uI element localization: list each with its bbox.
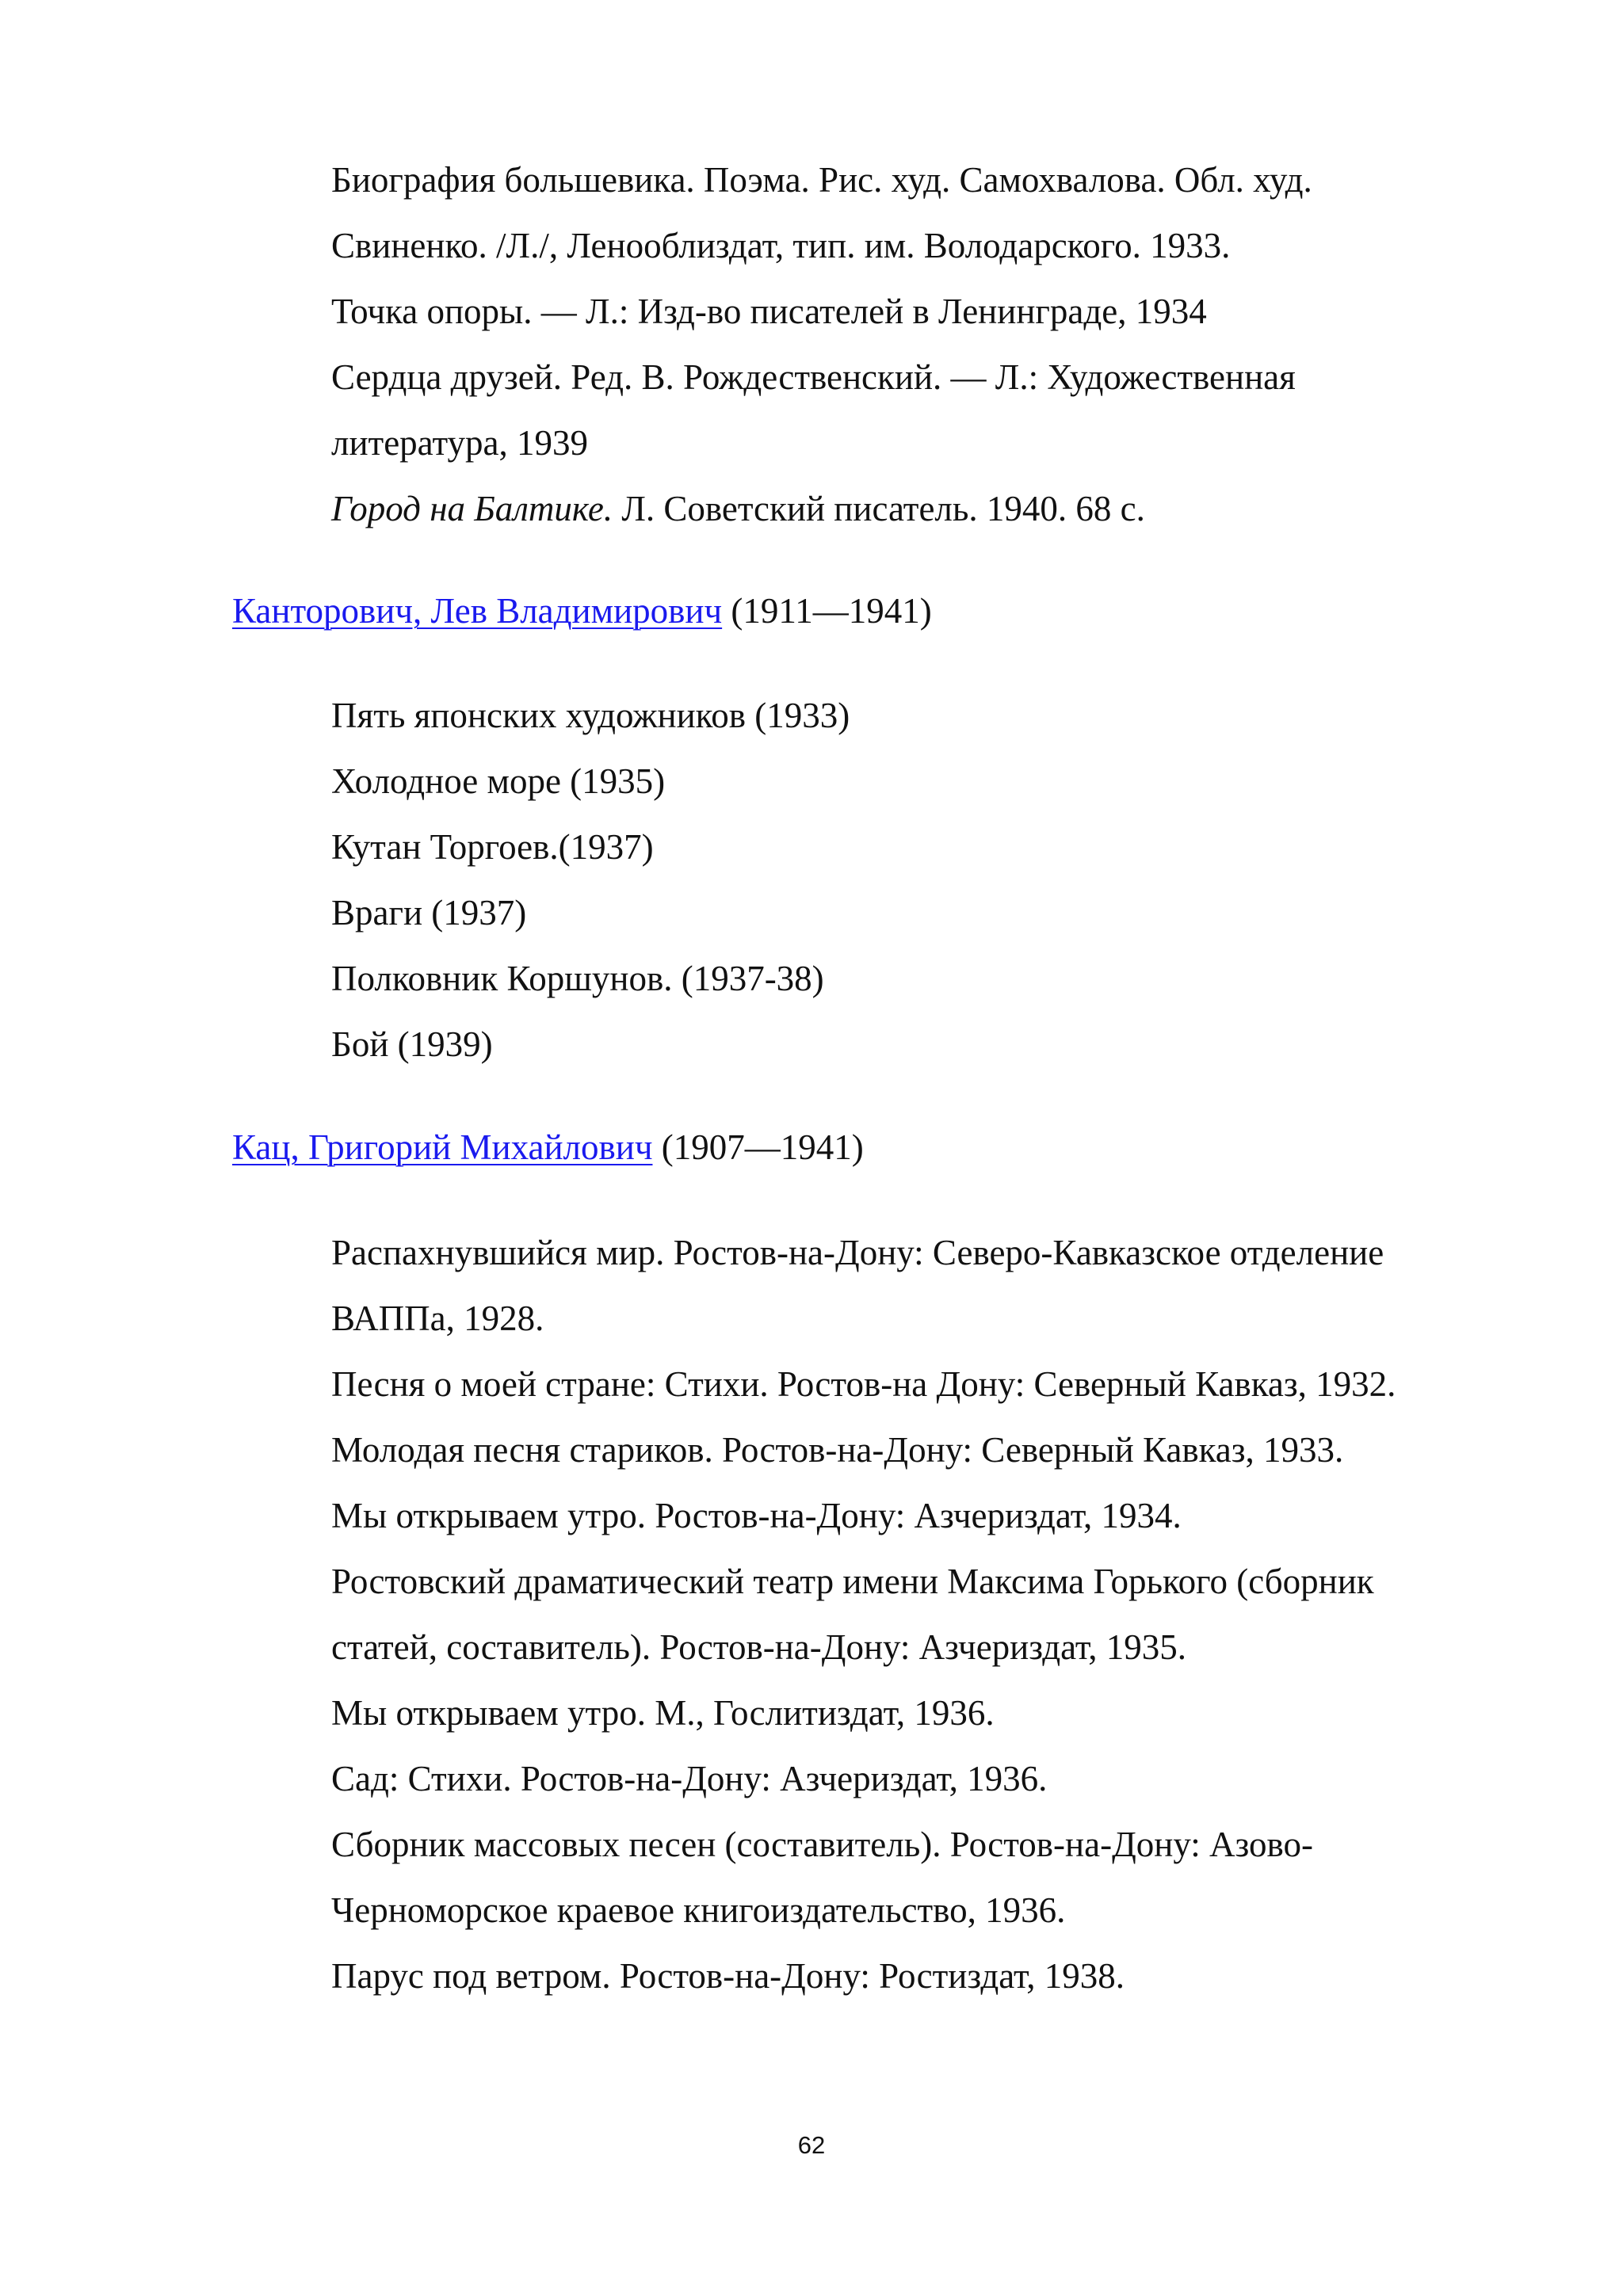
bibliography-entry: Молодая песня стариков. Ростов-на-Дону: Северный Кавказ, 1933. xyxy=(331,1430,1344,1470)
bibliography-entry: Свиненко. /Л./, Ленооблиздат, тип. им. Володарского. 1933. xyxy=(331,226,1231,265)
author-heading xyxy=(232,1115,864,1180)
bibliography-entry: ВАППа, 1928. xyxy=(331,1299,544,1338)
bibliography-entry: литература, 1939 xyxy=(331,423,589,463)
bibliography-entry: Холодное море (1935) xyxy=(331,761,666,801)
bibliography-entry: Парус под ветром. Ростов-на-Дону: Ростиздат, 1938. xyxy=(331,1956,1125,1996)
bibliography-list xyxy=(331,683,1504,1077)
author-link[interactable]: Кац, Григорий Михайлович xyxy=(232,1127,653,1167)
bibliography-entry: Биография большевика. Поэма. Рис. худ. Самохвалова. Обл. худ. xyxy=(331,160,1312,200)
bibliography-entry: Кутан Торгоев.(1937) xyxy=(331,827,654,867)
bibliography-entry: Сборник массовых песен (составитель). Ростов-на-Дону: Азово- xyxy=(331,1825,1313,1864)
bibliography-entry: Ростовский драматический театр имени Максима Горького (сборник xyxy=(331,1562,1374,1601)
bibliography-list xyxy=(331,147,1504,542)
bibliography-entry: Распахнувшийся мир. Ростов-на-Дону: Северо-Кавказское отделение xyxy=(331,1233,1384,1272)
bibliography-entry: Полковник Коршунов. (1937-38) xyxy=(331,959,824,998)
entry-title: Город на Балтике. xyxy=(331,489,613,528)
author-years: (1911—1941) xyxy=(722,591,932,631)
bibliography-entry: Пять японских художников (1933) xyxy=(331,696,850,735)
author-link[interactable]: Канторович, Лев Владимирович xyxy=(232,591,723,631)
bibliography-entry: Черноморское краевое книгоиздательство, 1936. xyxy=(331,1890,1066,1930)
bibliography-entry: статей, составитель). Ростов-на-Дону: Азчериздат, 1935. xyxy=(331,1627,1186,1667)
author-years: (1907—1941) xyxy=(652,1127,864,1167)
bibliography-entry: Точка опоры. — Л.: Изд-во писателей в Ленинграде, 1934 xyxy=(331,292,1207,331)
bibliography-entry: Враги (1937) xyxy=(331,893,527,933)
entry-details: Л. Советский писатель. 1940. 68 с. xyxy=(613,489,1145,528)
bibliography-entry: Песня о моей стране: Стихи. Ростов-на Дону: Северный Кавказ, 1932. xyxy=(331,1364,1396,1404)
bibliography-entry: Сердца друзей. Ред. В. Рождественский. — Л.: Художественная xyxy=(331,357,1296,397)
page-number: 62 xyxy=(797,2131,826,2159)
bibliography-list xyxy=(331,1220,1504,2009)
bibliography-entry: Мы открываем утро. М., Гослитиздат, 1936. xyxy=(331,1693,995,1733)
bibliography-entry: Мы открываем утро. Ростов-на-Дону: Азчериздат, 1934. xyxy=(331,1496,1182,1535)
bibliography-entry: Сад: Стихи. Ростов-на-Дону: Азчериздат, 1936. xyxy=(331,1759,1048,1798)
bibliography-entry: Бой (1939) xyxy=(331,1024,493,1064)
bibliography-entry xyxy=(331,476,1504,542)
author-heading xyxy=(232,578,932,644)
